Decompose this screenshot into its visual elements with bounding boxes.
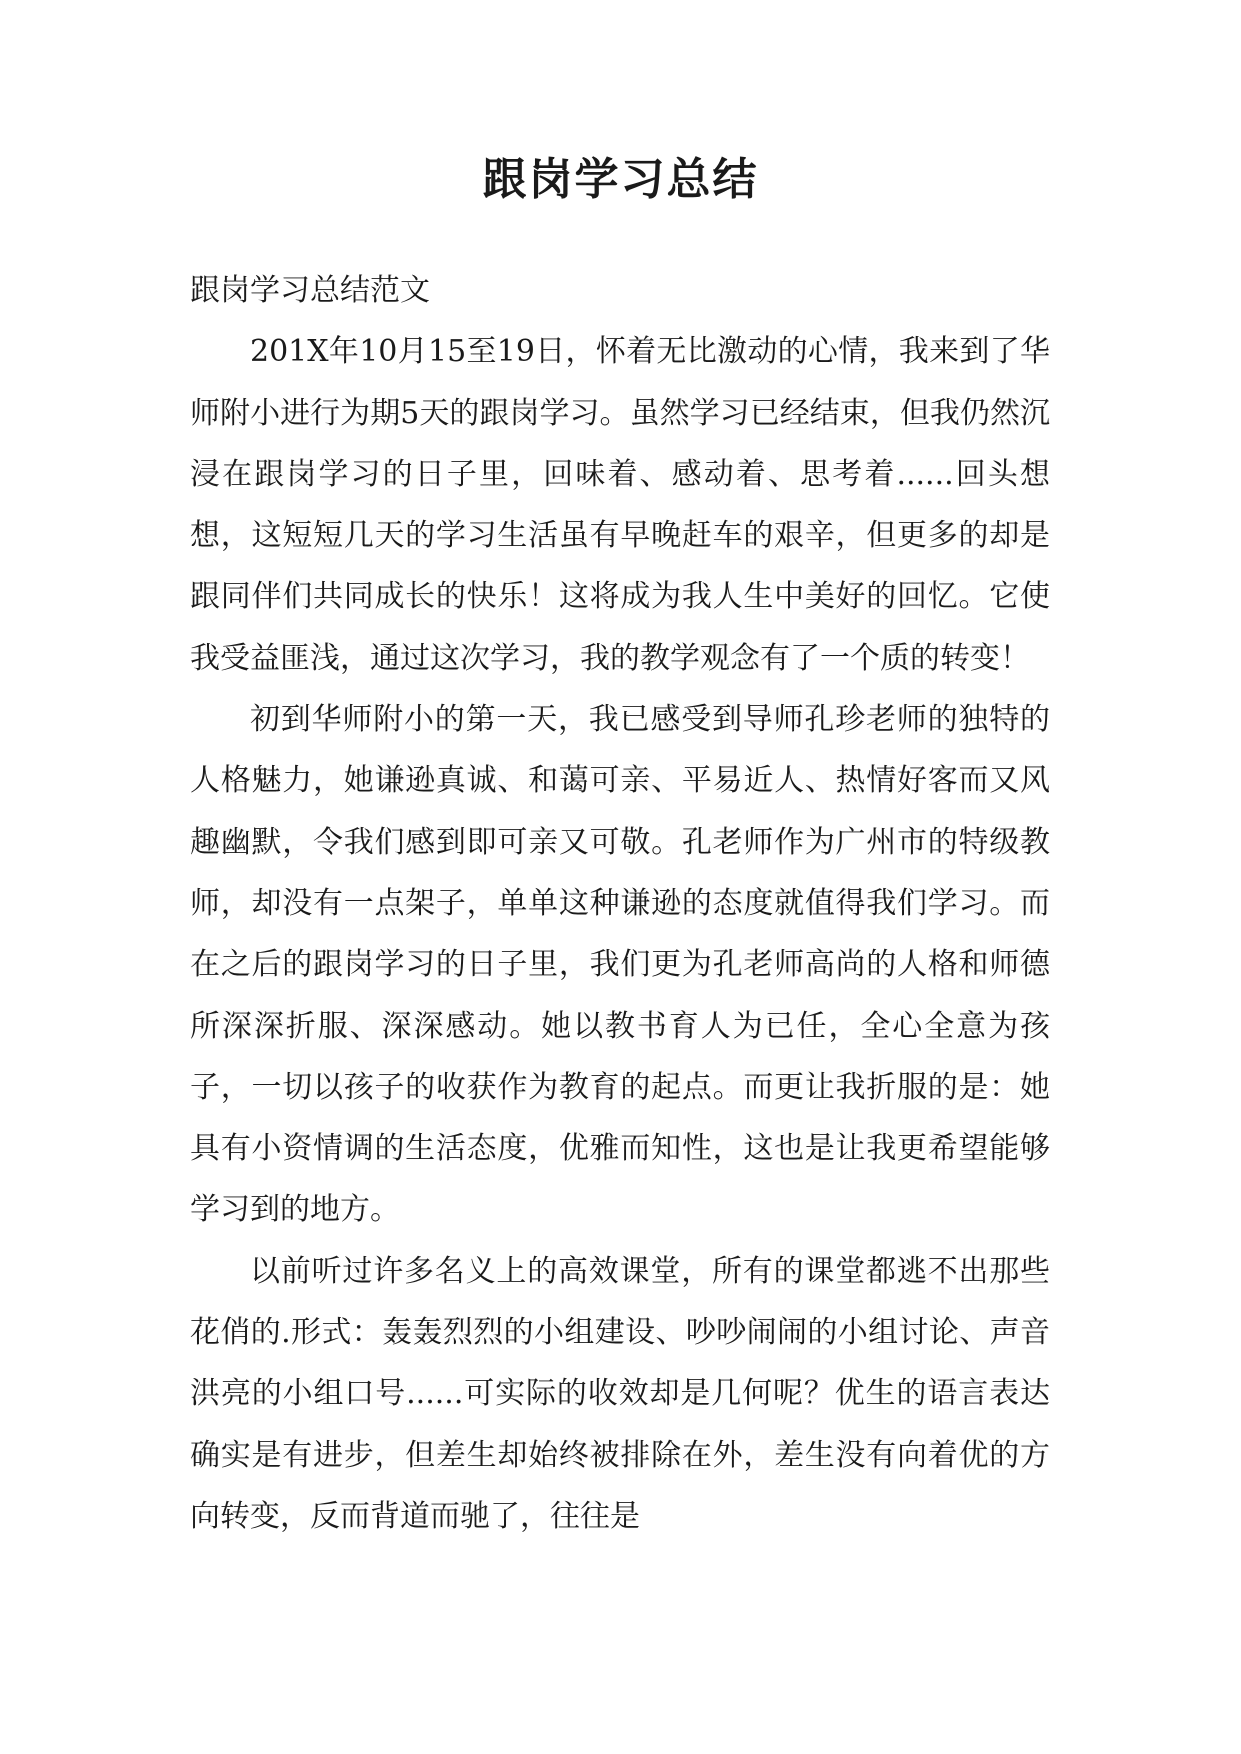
paragraph: 201X年10月15至19日，怀着无比激动的心情，我来到了华师附小进行为期5天的跟岗学习。虽然学习已经结束，但我仍然沉浸在跟岗学习的日子里，回味着、感动着、思考着......回头想想，这短短几天的学习生活虽有早晚赶车的艰辛，但更多的却是跟同伴们共同成长的快乐！这将成为我人生中美好的回忆。它使我受益匪浅，通过这次学习，我的教学观念有了一个质的转变！: [190, 334, 1050, 676]
paragraph: 初到华师附小的第一天，我已感受到导师孔珍老师的独特的人格魅力，她谦逊真诚、和蔼可亲、平易近人、热情好客而又风趣幽默，令我们感到即可亲又可敬。孔老师作为广州市的特级教师，却没有一点架子，单单这种谦逊的态度就值得我们学习。而在之后的跟岗学习的日子里，我们更为孔老师高尚的人格和师德所深深折服、深深感动。她以教书育人为已任，全心全意为孩子，一切以孩子的收获作为教育的起点。而更让我折服的是：她具有小资情调的生活态度，优雅而知性，这也是让我更希望能够学习到的地方。: [190, 702, 1050, 1228]
document-subtitle: 跟岗学习总结范文: [190, 273, 430, 308]
document-title: 跟岗学习总结: [482, 154, 759, 205]
document-body: [190, 260, 1050, 1547]
paragraph: 以前听过许多名义上的高效课堂，所有的课堂都逃不出那些花俏的.形式：轰轰烈烈的小组建设、吵吵闹闹的小组讨论、声音洪亮的小组口号......可实际的收效却是几何呢？优生的语言表达确实是有进步，但差生却始终被排除在外，差生没有向着优的方向转变，反而背道而驰了，往往是: [190, 1253, 1050, 1534]
